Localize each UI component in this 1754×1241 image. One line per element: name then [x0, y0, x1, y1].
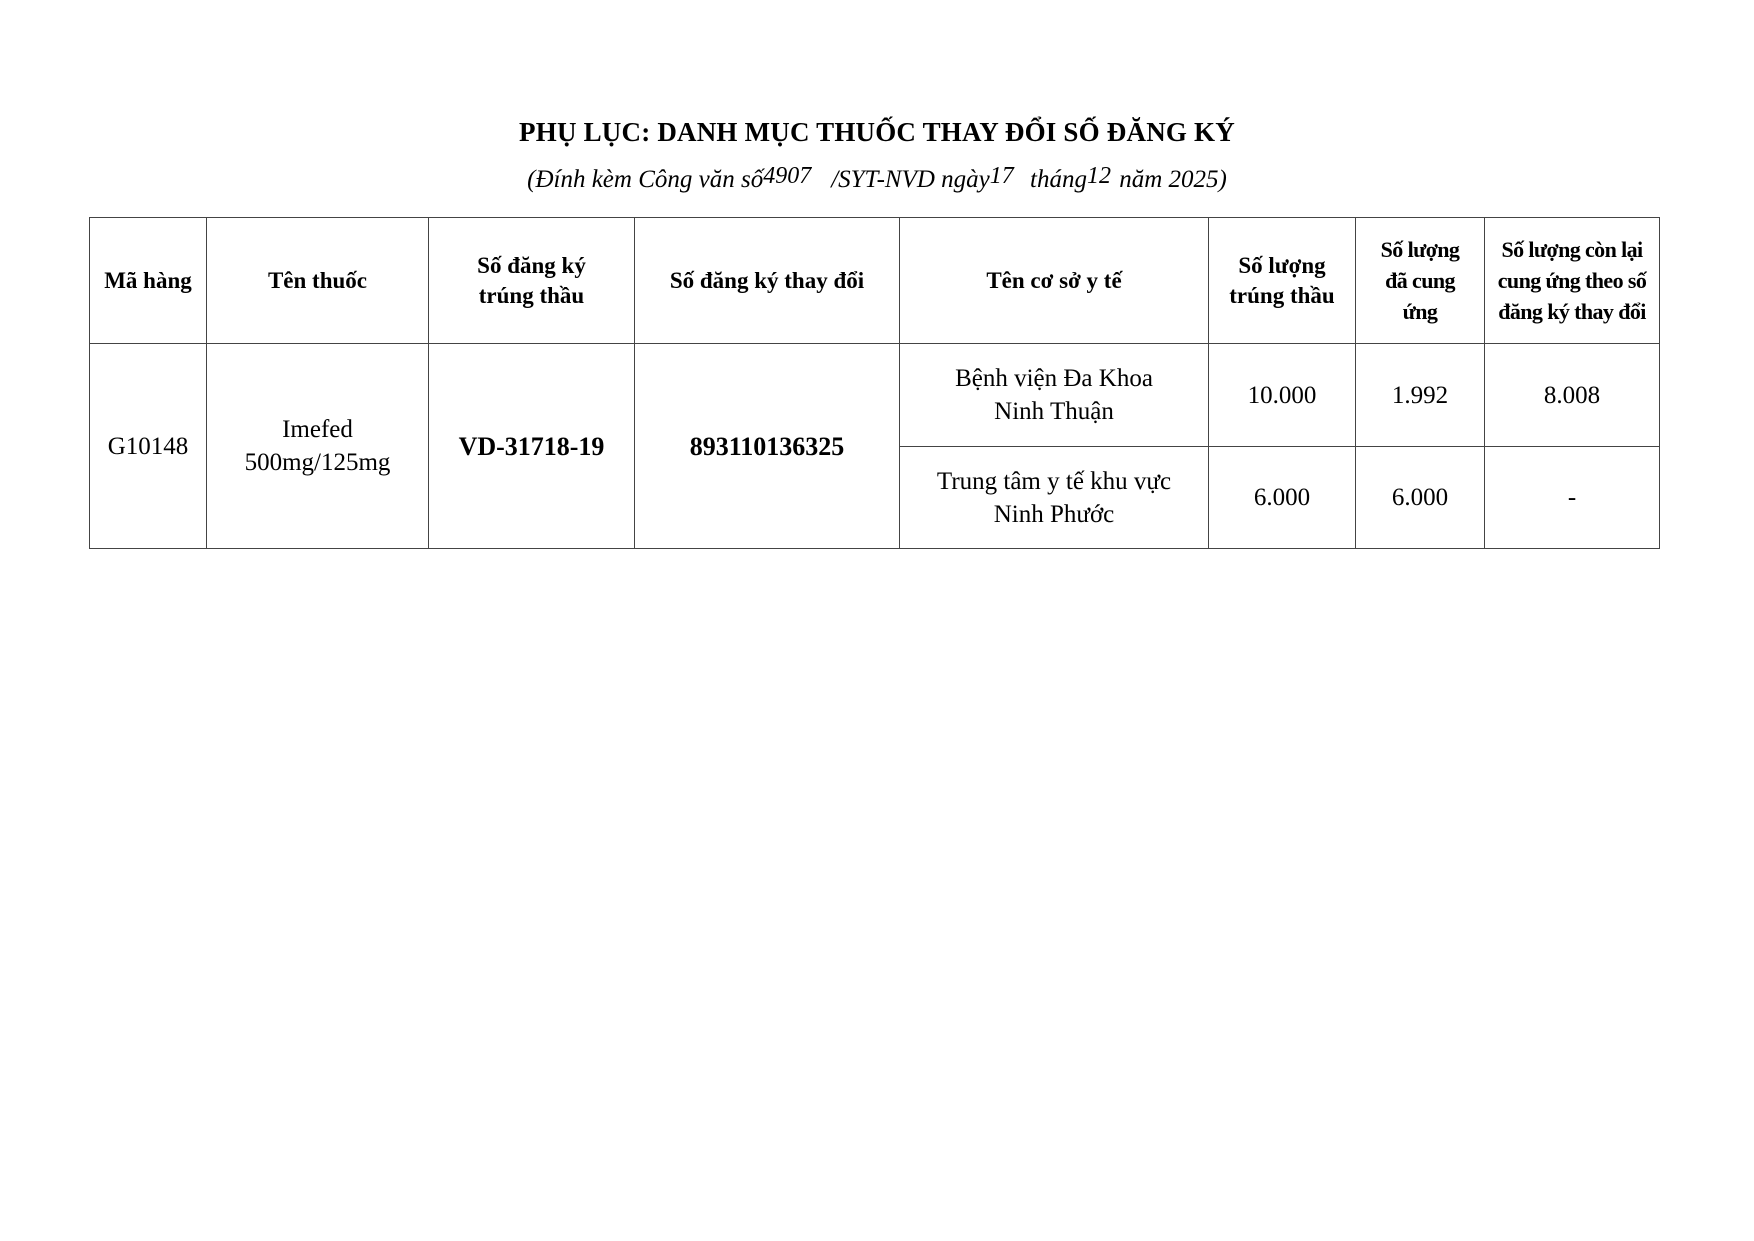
document-title: PHỤ LỤC: DANH MỤC THUỐC THAY ĐỔI SỐ ĐĂNG KÝ [519, 117, 1235, 147]
item-drug-name: Imefed 500mg/125mg [207, 344, 429, 549]
dispatch-number: 4907 [763, 163, 812, 189]
table-header-row [90, 218, 1660, 344]
dispatch-day: 17 [989, 163, 1014, 189]
facility-name: Trung tâm y tế khu vực Ninh Phước [900, 447, 1209, 549]
header-reg-number-winning: Số đăng ký trúng thầu [429, 218, 635, 344]
item-reg-number-changed: 893110136325 [635, 344, 900, 549]
facility-qty-winning: 10.000 [1209, 344, 1356, 447]
subtitle-suffix: năm 2025) [1119, 166, 1227, 193]
facility-qty-winning: 6.000 [1209, 447, 1356, 549]
dispatch-month: 12 [1086, 163, 1111, 189]
item-reg-number-winning: VD-31718-19 [429, 344, 635, 549]
subtitle-prefix: (Đính kèm Công văn số [527, 166, 764, 193]
facility-qty-remaining: 8.008 [1485, 344, 1660, 447]
header-qty-remaining: Số lượng còn lại cung ứng theo số đăng ký thay đổi [1485, 218, 1660, 344]
facility-qty-remaining: - [1485, 447, 1660, 549]
header-qty-supplied: Số lượng đã cung ứng [1356, 218, 1485, 344]
document-subtitle [0, 163, 1754, 194]
header-drug-name: Tên thuốc [207, 218, 429, 344]
header-qty-winning: Số lượng trúng thầu [1209, 218, 1356, 344]
header-facility: Tên cơ sở y tế [900, 218, 1209, 344]
header-code: Mã hàng [90, 218, 207, 344]
subtitle-middle: /SYT-NVD ngày [831, 166, 990, 193]
table-row [90, 344, 1660, 447]
item-code: G10148 [90, 344, 207, 549]
header-reg-number-changed: Số đăng ký thay đổi [635, 218, 900, 344]
facility-name: Bệnh viện Đa Khoa Ninh Thuận [900, 344, 1209, 447]
facility-qty-supplied: 1.992 [1356, 344, 1485, 447]
drug-change-table [89, 217, 1660, 549]
subtitle-month-label: tháng [1030, 166, 1087, 193]
facility-qty-supplied: 6.000 [1356, 447, 1485, 549]
